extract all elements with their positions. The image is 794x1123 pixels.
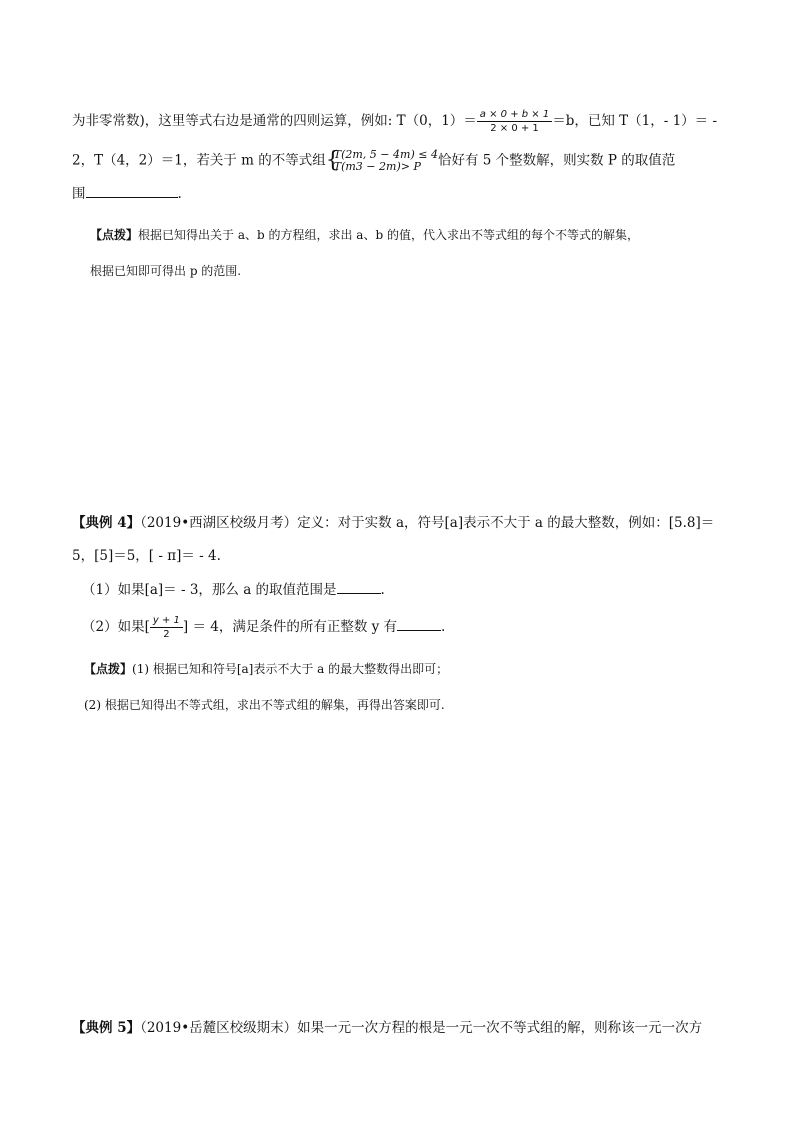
hint-label: 【点拨】 [90, 228, 139, 242]
p1-line-1-text-a: 为非零常数)，这里等式右边是通常的四则运算，例如: T（0，1）＝ [72, 113, 477, 129]
p1-hint-line-1 [90, 226, 639, 244]
p1-line-3 [72, 184, 182, 204]
p1-line-3-text: 围 [72, 186, 86, 202]
fraction-numerator: a × 0 + b × 1 [477, 108, 552, 122]
p1-line-1-text-b: ＝b，已知 T（1，- 1）＝ - [552, 113, 718, 129]
ex4-q2-text-b: ] ＝ 4，满足条件的所有正整数 y 有 [182, 619, 398, 635]
q2-fraction [150, 614, 183, 641]
p1-line-3-end: . [177, 186, 182, 202]
ex4-question-1 [82, 580, 385, 600]
ex4-q2-text-a: （2）如果[ [82, 619, 150, 635]
q2-answer-blank [397, 617, 441, 631]
q2-fraction-denominator: 2 [163, 629, 170, 640]
inequality-system [326, 149, 438, 173]
p1-line-2-text-a: 2，T（4，2）＝1，若关于 m 的不等式组 [72, 152, 326, 169]
ex4-hint-text-2: (2) 根据已知得出不等式组，求出不等式组的解集，再得出答案即可. [84, 698, 445, 712]
ex4-text-1: （2019•西湖区校级月考）定义：对于实数 a，符号[a]表示不大于 a 的最大整数，例如：[5.8]＝ [140, 515, 715, 531]
ex4-q2-end: . [441, 619, 446, 635]
ex4-line-1 [72, 513, 714, 533]
ex4-q1-end: . [380, 582, 385, 598]
ex4-label: 【典例 4】 [72, 515, 141, 531]
ex5-text-1: （2019•岳麓区校级期末）如果一元一次方程的根是一元一次不等式组的解，则称该一元一次方 [140, 1020, 703, 1036]
p1-line-2 [72, 149, 675, 173]
ex4-hint-line-1 [84, 660, 448, 678]
fraction-denominator: 2 × 0 + 1 [490, 123, 539, 134]
ex4-line-2 [72, 546, 221, 566]
p1-hint-line-2 [90, 262, 241, 280]
inequality-1: T(2m, 5 − 4m) ≤ 4 [333, 148, 438, 161]
p1-line-2-text-b: 恰好有 5 个整数解，则实数 P 的取值范 [437, 152, 676, 169]
ex4-hint-label: 【点拨】 [84, 662, 133, 676]
ex4-hint-text-1: (1) 根据已知和符号[a]表示不大于 a 的最大整数得出即可； [132, 662, 449, 676]
ex4-hint-line-2 [84, 696, 445, 714]
p1-line-1 [72, 108, 717, 135]
ex5-line-1 [72, 1018, 702, 1038]
ex5-label: 【典例 5】 [72, 1020, 141, 1036]
answer-blank [86, 184, 178, 198]
inequality-2: T(m3 − 2m)> P [333, 160, 421, 173]
ex4-q1-text: （1）如果[a]＝ - 3，那么 a 的取值范围是 [82, 582, 337, 598]
ex4-text-2: 5，[5]＝5，[ - π]＝ - 4. [72, 548, 221, 564]
brace-symbol: { [325, 148, 340, 173]
q2-fraction-numerator: y + 1 [150, 614, 183, 628]
fraction-example [477, 108, 552, 135]
hint-text-2: 根据已知即可得出 p 的范围. [90, 264, 242, 278]
ex4-question-2 [82, 614, 445, 641]
q1-answer-blank [337, 580, 381, 594]
hint-text-1: 根据已知得出关于 a、b 的方程组，求出 a、b 的值，代入求出不等式组的每个不等式的解集， [138, 228, 639, 242]
